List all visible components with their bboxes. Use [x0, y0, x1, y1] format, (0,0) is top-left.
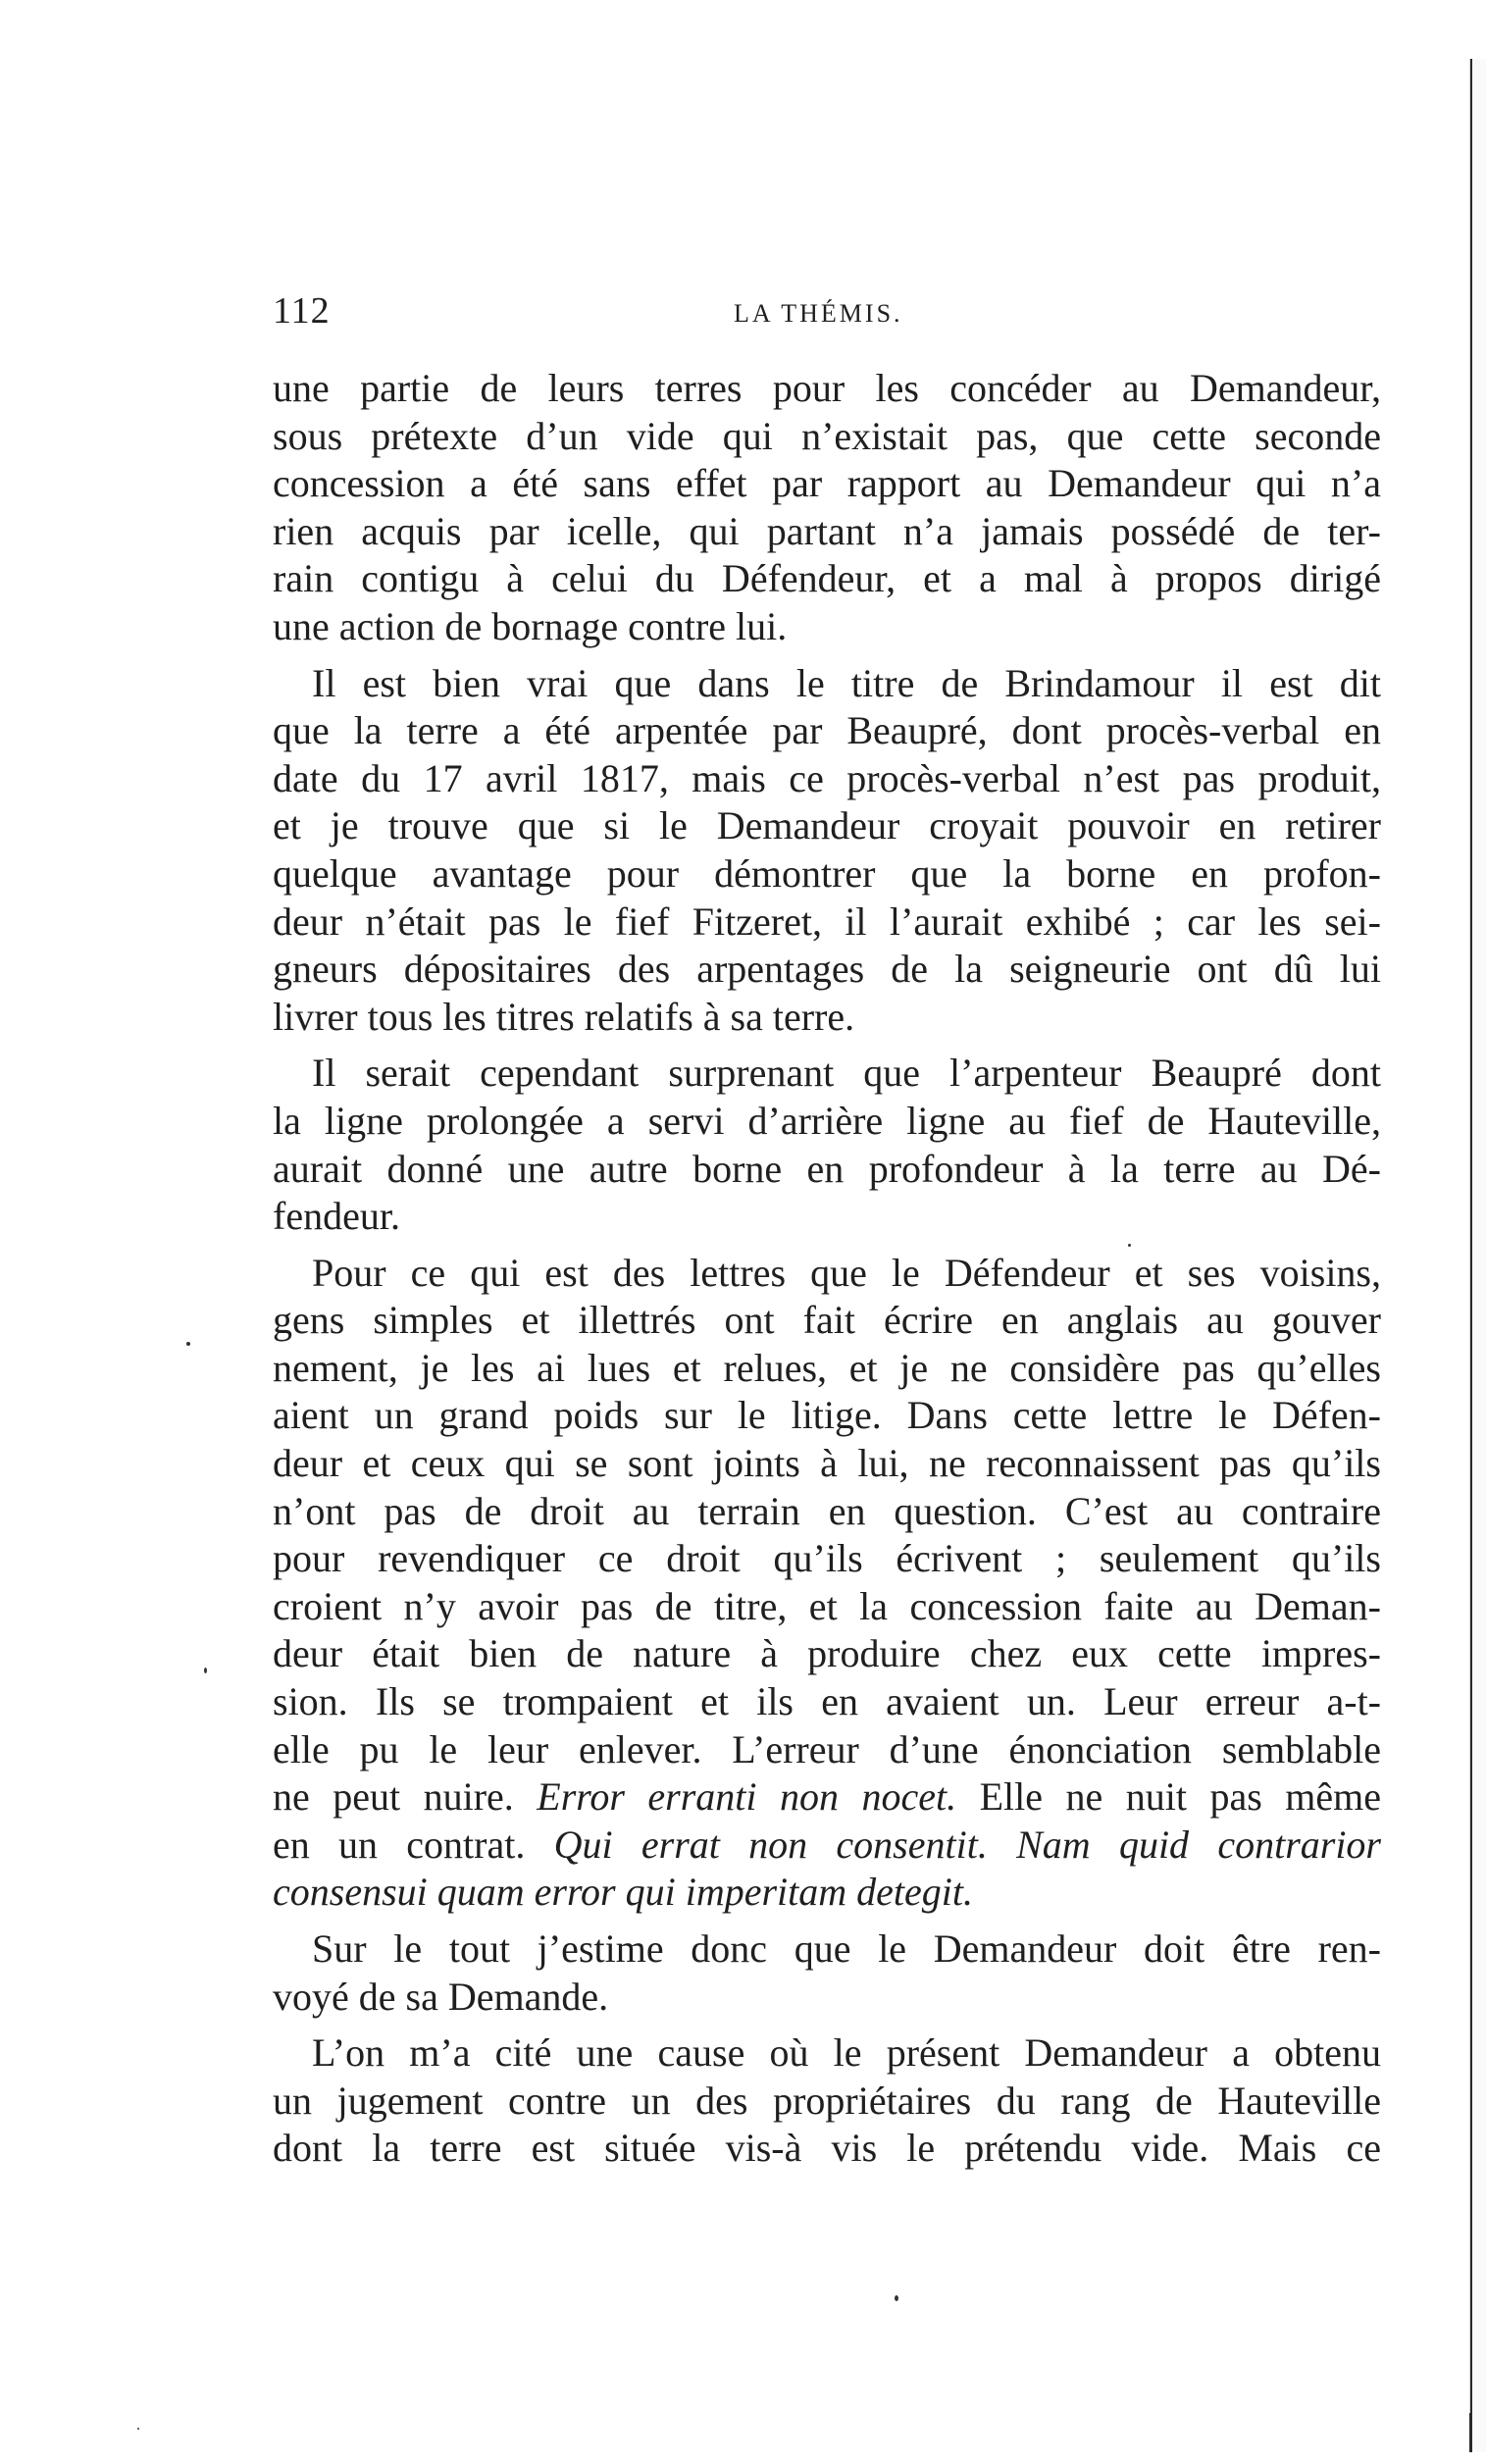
text-span: en un contrat.: [273, 1822, 526, 1867]
page-edge-shadow: [1469, 59, 1470, 2413]
text-line: nement, je les ai lues et relues, et je ne considère pas qu’elles: [273, 1345, 1381, 1390]
text-line: fendeur.: [273, 1194, 400, 1239]
scan-speck: [1128, 1244, 1131, 1247]
latin-maxim: Qui errat non consentit. Nam quid contrarior: [553, 1822, 1382, 1867]
text-span: ne peut nuire.: [273, 1774, 514, 1820]
text-line: que la terre a été arpentée par Beaupré, dont procès-verbal en: [273, 708, 1381, 753]
text-line: aurait donné une autre borne en profondeur à la terre au Dé-: [273, 1146, 1381, 1191]
text-line: rain contigu à celui du Défendeur, et a mal à propos dirigé: [273, 556, 1381, 601]
scan-speck: [204, 1668, 207, 1673]
text-line: date du 17 avril 1817, mais ce procès-verbal n’est pas produit,: [273, 755, 1381, 800]
text-line: gens simples et illettrés ont fait écrire en anglais au gouver: [273, 1298, 1381, 1343]
paragraph: [273, 1050, 1381, 1240]
text-line: Il est bien vrai que dans le titre de Brindamour il est dit: [312, 660, 1381, 705]
paragraph: [273, 1250, 1381, 1917]
text-line: croient n’y avoir pas de titre, et la concession faite au Deman-: [273, 1583, 1381, 1628]
text-line: un jugement contre un des propriétaires du rang de Hauteville: [273, 2078, 1381, 2123]
text-line: L’on m’a cité une cause où le présent Demandeur a obtenu: [312, 2030, 1381, 2076]
text-line: quelque avantage pour démontrer que la borne en profon-: [273, 850, 1381, 896]
latin-maxim: consensui quam error qui imperitam detegit.: [273, 1870, 974, 1915]
text-line: sion. Ils se trompaient et ils en avaient un. Leur erreur a-t-: [273, 1679, 1381, 1724]
text-line: deur et ceux qui se sont joints à lui, ne reconnaissent pas qu’ils: [273, 1441, 1381, 1486]
text-line: pour revendiquer ce droit qu’ils écrivent ; seulement qu’ils: [273, 1536, 1381, 1581]
scan-speck: [895, 2295, 898, 2301]
text-line: dont la terre est située vis-à vis le prétendu vide. Mais ce: [273, 2126, 1381, 2171]
paragraph: [273, 660, 1381, 1042]
text-line: sous prétexte d’un vide qui n’existait pas, que cette seconde: [273, 413, 1381, 458]
text-line: Pour ce qui est des lettres que le Défendeur et ses voisins,: [312, 1250, 1381, 1295]
text-line: aient un grand poids sur le litige. Dans cette lettre le Défen-: [273, 1393, 1381, 1438]
text-line: et je trouve que si le Demandeur croyait pouvoir en retirer: [273, 803, 1381, 848]
text-line: une action de bornage contre lui.: [273, 603, 788, 648]
text-line-latin: [273, 1822, 1381, 1870]
paragraph: [273, 2029, 1381, 2173]
text-line: deur était bien de nature à produire chez eux cette impres-: [273, 1631, 1381, 1676]
text-line-latin: [273, 1773, 1381, 1822]
text-line: la ligne prolongée a servi d’arrière ligne au fief de Hauteville,: [273, 1098, 1381, 1143]
text-line: Sur le tout j’estime donc que le Demandeur doit être ren-: [312, 1926, 1381, 1971]
text-line: une partie de leurs terres pour les concéder au Demandeur,: [273, 366, 1381, 410]
running-title: LA THÉMIS.: [734, 299, 903, 328]
text-line: rien acquis par icelle, qui partant n’a jamais possédé de ter-: [273, 508, 1381, 553]
text-line: livrer tous les titres relatifs à sa terre.: [273, 994, 855, 1039]
page-binding-edge: [1469, 59, 1486, 2452]
text-line: voyé de sa Demande.: [273, 1974, 609, 2019]
scan-speck: [186, 1342, 190, 1346]
text-line: concession a été sans effet par rapport au Demandeur qui n’a: [273, 461, 1381, 506]
latin-maxim: Error erranti non nocet.: [537, 1774, 957, 1820]
text-line: Il serait cependant surprenant que l’arpenteur Beaupré dont: [312, 1051, 1381, 1096]
page-header: [273, 289, 1381, 338]
paragraph: [273, 1925, 1381, 2021]
paragraph: [273, 365, 1381, 651]
scan-speck: [137, 2428, 139, 2430]
text-line: gneurs dépositaires des arpentages de la seigneurie ont dû lui: [273, 947, 1381, 992]
body-text: [273, 365, 1381, 2173]
page-number: 112: [273, 290, 331, 332]
text-line: elle pu le leur enlever. L’erreur d’une énonciation semblable: [273, 1726, 1381, 1771]
text-line: n’ont pas de droit au terrain en question. C’est au contraire: [273, 1488, 1381, 1533]
text-span: Elle ne nuit pas même: [979, 1774, 1382, 1820]
text-line: deur n’était pas le fief Fitzeret, il l’aurait exhibé ; car les sei-: [273, 898, 1381, 944]
